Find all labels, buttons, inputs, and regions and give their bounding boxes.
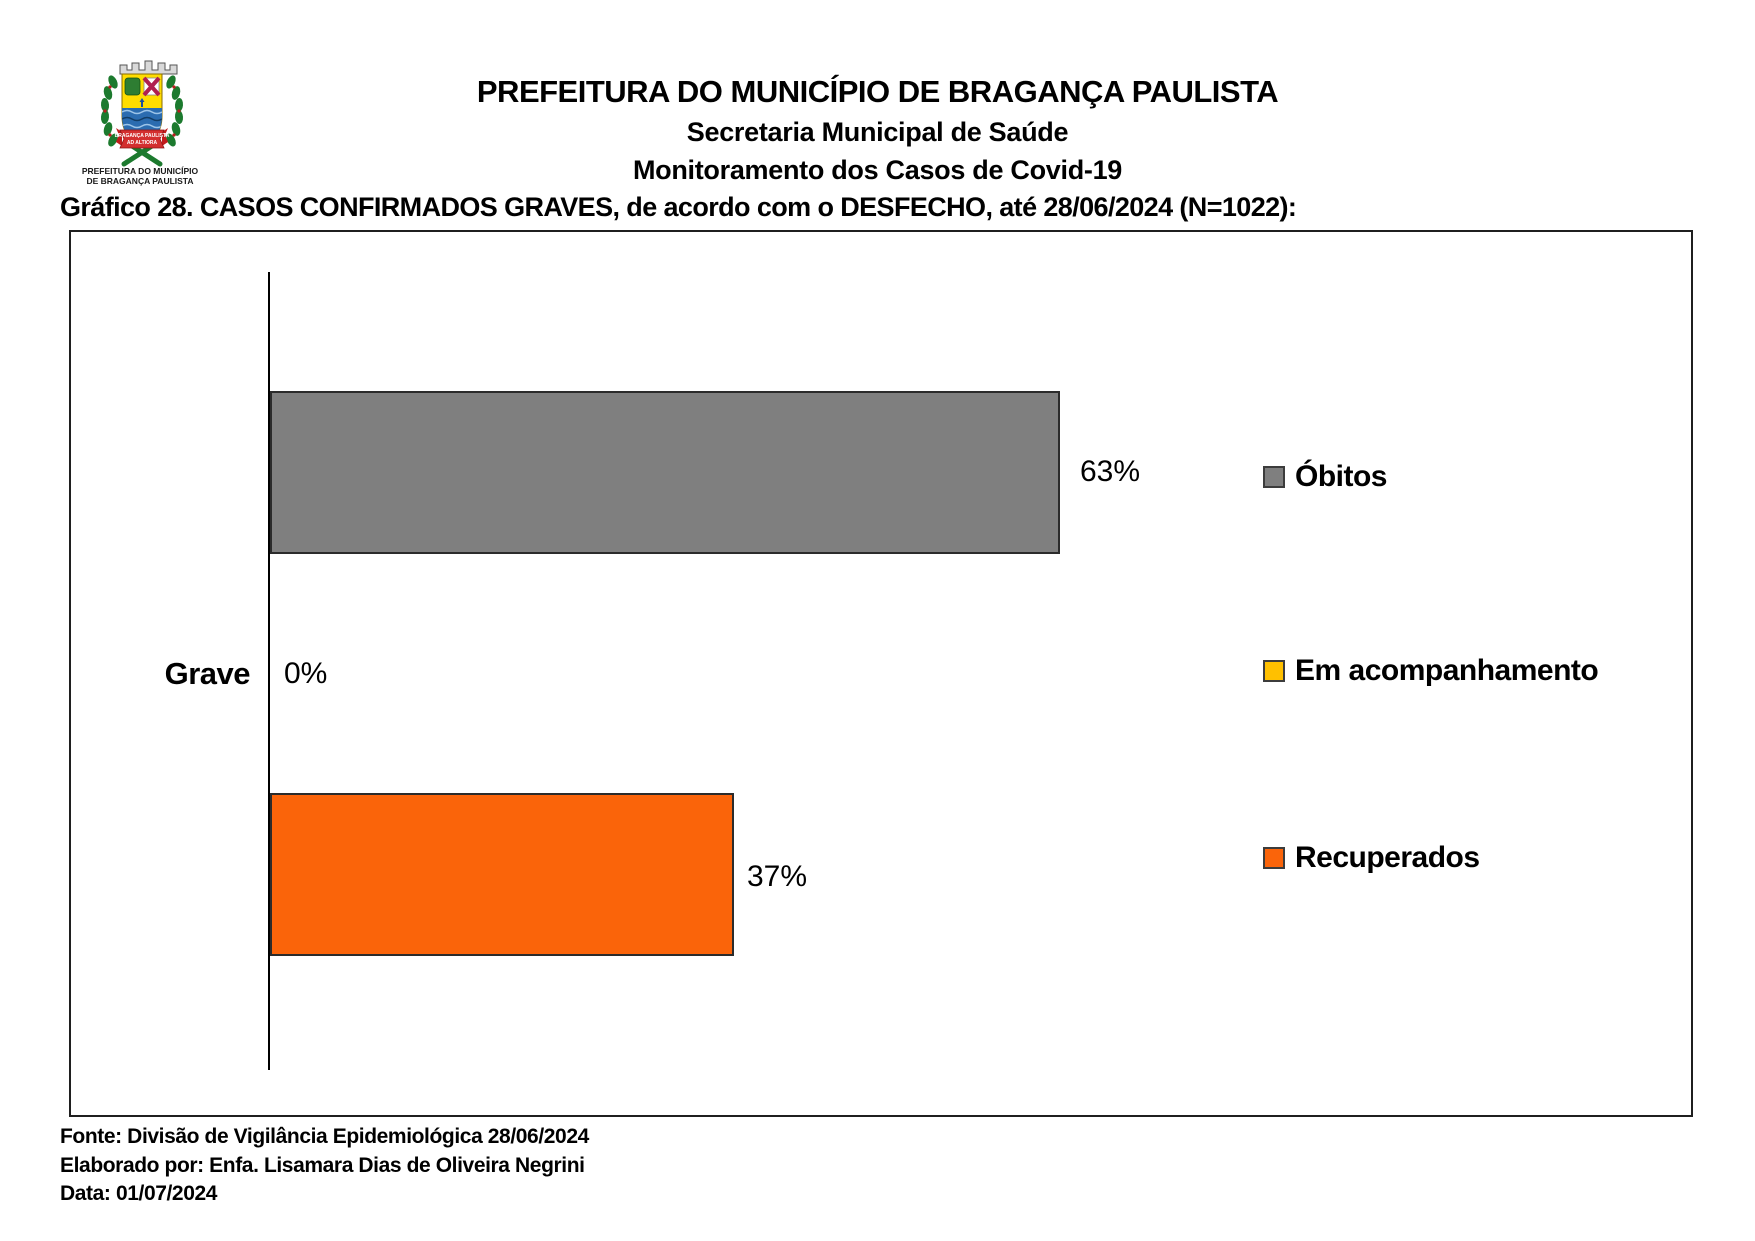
legend-item-recuperados xyxy=(1263,841,1480,875)
logo-caption-line1: PREFEITURA DO MUNICÍPIO xyxy=(81,166,199,176)
header-title: PREFEITURA DO MUNICÍPIO DE BRAGANÇA PAULISTA xyxy=(476,74,1279,109)
header-subtitle-2: Monitoramento dos Casos de Covid-19 xyxy=(632,155,1123,185)
footer-author: Elaborado por: Enfa. Lisamara Dias de Oliveira Negrini xyxy=(60,1154,585,1177)
bar-recuperados xyxy=(270,793,734,956)
legend-swatch-em-acompanhamento-icon xyxy=(1263,660,1285,682)
value-label-obitos: 63% xyxy=(1080,455,1141,488)
legend-label-em-acompanhamento: Em acompanhamento xyxy=(1295,654,1599,687)
header-subtitle-1: Secretaria Municipal de Saúde xyxy=(686,117,1069,147)
report-header xyxy=(0,74,1755,186)
legend-item-obitos xyxy=(1263,460,1387,494)
logo-ribbon-text-2: AD ALTIORA xyxy=(126,140,158,146)
logo-caption-line2: DE BRAGANÇA PAULISTA xyxy=(86,176,194,186)
chart-title: Gráfico 28. CASOS CONFIRMADOS GRAVES, de acordo com o DESFECHO, até 28/06/2024 (N=1022): xyxy=(60,192,1297,222)
footer-date: Data: 01/07/2024 xyxy=(60,1182,218,1205)
footer-source: Fonte: Divisão de Vigilância Epidemiológica 28/06/2024 xyxy=(60,1125,589,1148)
logo-ribbon-text-1: BRAGANÇA PAULISTA xyxy=(114,133,170,139)
legend-swatch-recuperados-icon xyxy=(1263,847,1285,869)
legend-swatch-obitos-icon xyxy=(1263,466,1285,488)
category-label-grave: Grave xyxy=(164,656,250,691)
legend-item-em-acompanhamento xyxy=(1263,654,1598,688)
value-label-em-acompanhamento: 0% xyxy=(284,657,328,690)
legend-label-obitos: Óbitos xyxy=(1295,460,1387,493)
bar-obitos xyxy=(270,391,1060,554)
legend-label-recuperados: Recuperados xyxy=(1295,841,1480,874)
value-label-recuperados: 37% xyxy=(747,860,808,893)
